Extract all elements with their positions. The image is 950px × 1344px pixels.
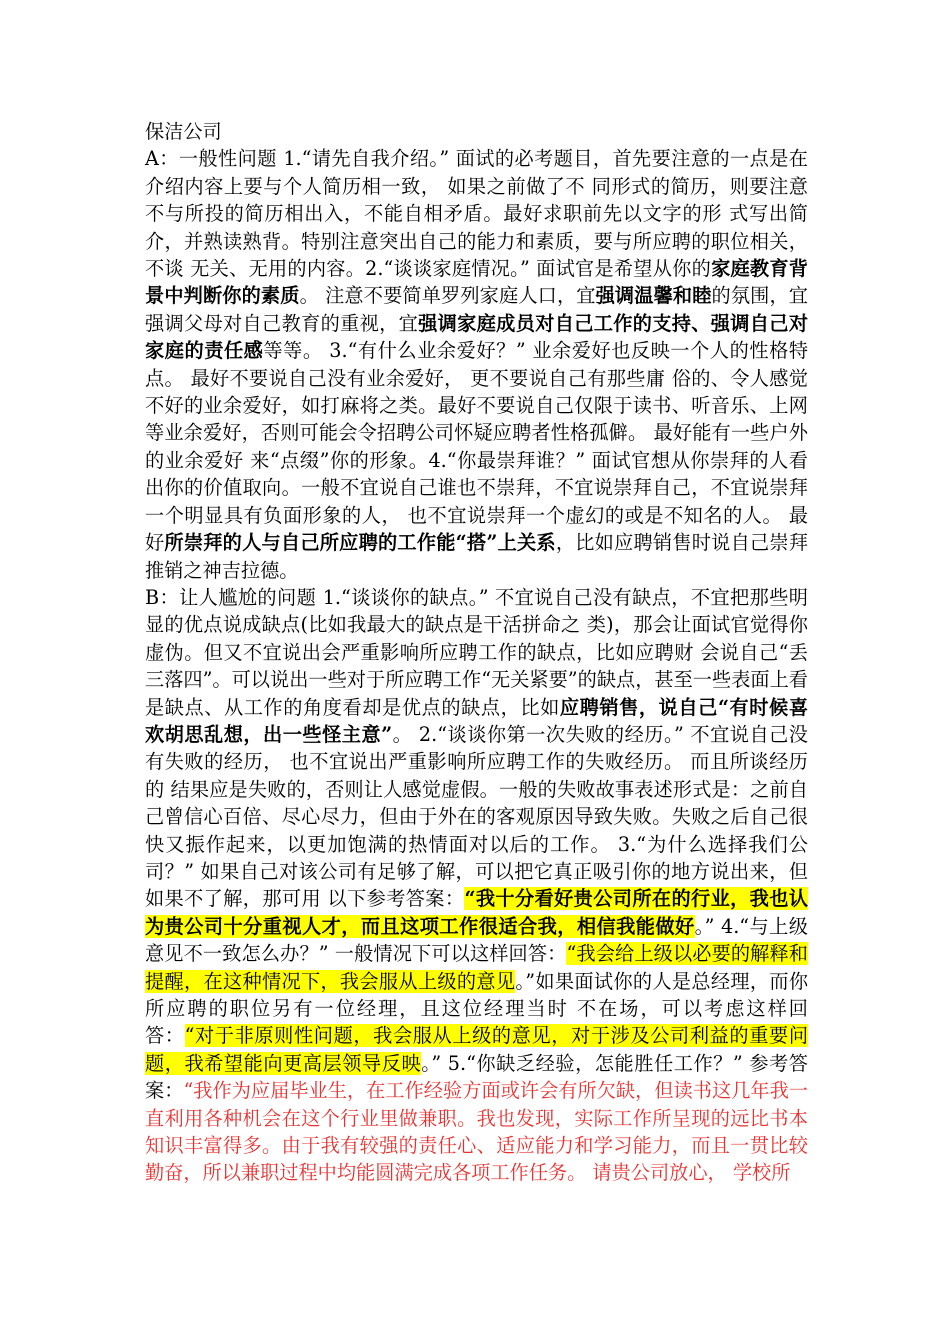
text-run: A：一般性问题 1.“请先自我介绍。” 面试的必考题目，首先要注意的一点是在介绍内容上要与个人简历相一致， 如果之前做了不 同形式的简历，则要注意不与所投的简历相出入，不能自相矛盾。最好求职前先以文字的形 式写出简介，并熟读熟背。特别注意突出自己的能力和素质，要与所应聘的职位相关，不谈 无关、无用的内容。2.“谈谈家庭情况。” 面试官是希望从你的 xyxy=(145,147,808,281)
section-b-paragraph xyxy=(145,584,808,1187)
text-run: ，比如应聘销售时说自己崇拜推销之神吉拉德。 xyxy=(145,531,809,582)
document-body xyxy=(145,118,808,1187)
text-run: B：让人尴尬的问题 1.“谈谈你的缺点。” 不宜说自己没有缺点，不宜把那些明显的优点说成缺点(比如我最大的缺点是干活拼命之 类)，那会让面试官觉得你虚伪。但又不宜说出会严重影响所应聘工作的缺点，比如应聘财 会说自己“丢三落四”。可以说出一些对于所应聘工作“无关紧要”的缺点，甚至一些表面上看 是缺点、从工作的角度看却是优点的缺点，比如 xyxy=(145,585,808,719)
text-run: 的氛围，宜强调父母对自己教育的重视，宜 xyxy=(145,284,808,335)
red-answer-text: “我作为应届毕业生，在工作经验方面或许会有所欠缺，但读书这几年我一直利用各种机会在这个行业里做兼职。我也发现，实际工作所呈现的远比书本知识丰富得多。由于我有较强的责任心、适应能力和学习能力，而且一贯比较勤奋，所以兼职过程中均能圆满完成各项工作任务。 请贵公司放心， 学校所 xyxy=(145,1079,809,1185)
document-title: 保洁公司 xyxy=(145,120,222,143)
bold-run: 强调家庭成员对自己工作的支持、强调自己对家庭的责任感 xyxy=(145,311,809,363)
text-run: 。 注意不要简单罗列家庭人口，宜 xyxy=(299,284,596,308)
highlighted-answer-2: “我会给上级以必要的解释和提醒，在这种情况下，我会服从上级的意见 xyxy=(145,942,808,993)
bold-run: 所崇拜的人与自己所应聘的工作能“搭”上关系 xyxy=(164,531,556,555)
text-run: 。” 4.“与上级意见不一致怎么办？” 一般情况下可以这样回答： xyxy=(145,914,808,966)
highlighted-answer-1: “我十分看好贵公司所在的行业，我也认为贵公司十分重视人才，而且这项工作很适合我，相信我能做好 xyxy=(145,887,808,938)
text-run: 。” 5.“你缺乏经验，怎能胜任工作？” 参考答案： xyxy=(145,1051,808,1103)
section-a-paragraph xyxy=(145,145,808,584)
bold-run: 应聘销售，说自己“有时候喜欢胡思乱想，出一些怪主意” xyxy=(145,695,809,746)
text-run: 。 2.“谈谈你第一次失败的经历。” 不宜说自己没有失败的经历， 也不宜说出严重影响所应聘工作的失败经历。 而且所谈经历的 结果应是失败的，否则让人感觉虚假。一般的失败故事表述形式是：之前自己曾信心百倍、尽心尽力，但由于外在的客观原因导致失败。失败之后自己很快又振作起来，以更加饱满的热情面对以后的工作。 3.“为什么选择我们公司？” 如果自己对该公司有足够了解，可以把它真正吸引你的地方说出来，但如果不了解，那可用 以下参考答案： xyxy=(145,722,808,911)
text-run: 。”如果面试你的人是总经理，而你所应聘的职位另有一位经理，且这位经理当时 不在场，可以考虑这样回答： xyxy=(145,969,809,1048)
highlighted-answer-3: “对于非原则性问题，我会服从上级的意见，对于涉及公司利益的重要问题，我希望能向更高层领导反映 xyxy=(145,1024,809,1075)
bold-run: 家庭教育背景中判断你的素质 xyxy=(145,257,808,308)
bold-run: 强调温馨和睦 xyxy=(595,284,712,308)
text-run: 等等。 3.“有什么业余爱好？” 业余爱好也反映一个人的性格特点。 最好不要说自己没有业余爱好， 更不要说自己有那些庸 俗的、令人感觉不好的业余爱好，如打麻将之类。最好不要说自己仅限于读书、听音乐、上网等业余爱好，否则可能会令招聘公司怀疑应聘者性格孤僻。 最好能有一些户外的业余爱好 来“点缀”你的形象。4.“你最崇拜谁？” 面试官想从你崇拜的人看出你的价值取向。一般不宜说自己谁也不崇拜，不宜说崇拜自己，不宜说崇拜一个明显具有负面形象的人， 也不宜说崇拜一个虚幻的或是不知名的人。 最好 xyxy=(145,339,809,555)
